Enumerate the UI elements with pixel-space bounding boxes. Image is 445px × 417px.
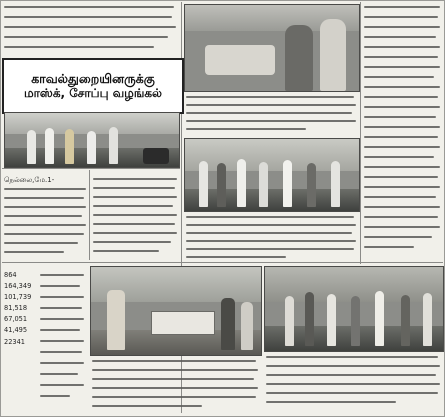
- headline-box: [2, 58, 184, 114]
- photo-relief-goods: [90, 266, 262, 356]
- stat-figure: 164,349: [4, 282, 32, 291]
- headline-line-2: மாஸ்க், சோப்பு வழங்கல்: [24, 86, 162, 101]
- caption-relief-goods: [92, 358, 258, 412]
- dateline: நெல்லை,மே.1-: [4, 176, 55, 184]
- stat-figure: 22341: [4, 337, 25, 346]
- caption-inspection: [266, 354, 440, 412]
- article-text-right-column: [364, 4, 442, 260]
- stat-figure: 81,518: [4, 304, 28, 313]
- caption-group-event: [186, 214, 356, 260]
- photo-food-distribution: [184, 4, 360, 92]
- stat-figure: 101,739: [4, 293, 32, 302]
- stat-figure: 67,051: [4, 315, 28, 324]
- caption-food-distribution: [186, 94, 356, 134]
- photo-inspection: [264, 266, 444, 352]
- stat-figure: 41,495: [4, 326, 28, 335]
- headline-line-1: காவல்துறையினருக்கு: [31, 70, 155, 86]
- photo-police-distribution: [4, 112, 180, 168]
- section-divider: [2, 168, 180, 169]
- article-text-left-column-a: [4, 186, 88, 260]
- column-divider: [89, 170, 90, 260]
- stat-figure: 864: [4, 271, 17, 279]
- section-divider: [2, 262, 443, 263]
- article-text-top-left: [4, 4, 178, 54]
- photo-group-event: [184, 138, 360, 212]
- statistics-text-lines: [40, 272, 86, 406]
- column-divider: [360, 2, 361, 264]
- article-text-left-column-b: [93, 176, 179, 260]
